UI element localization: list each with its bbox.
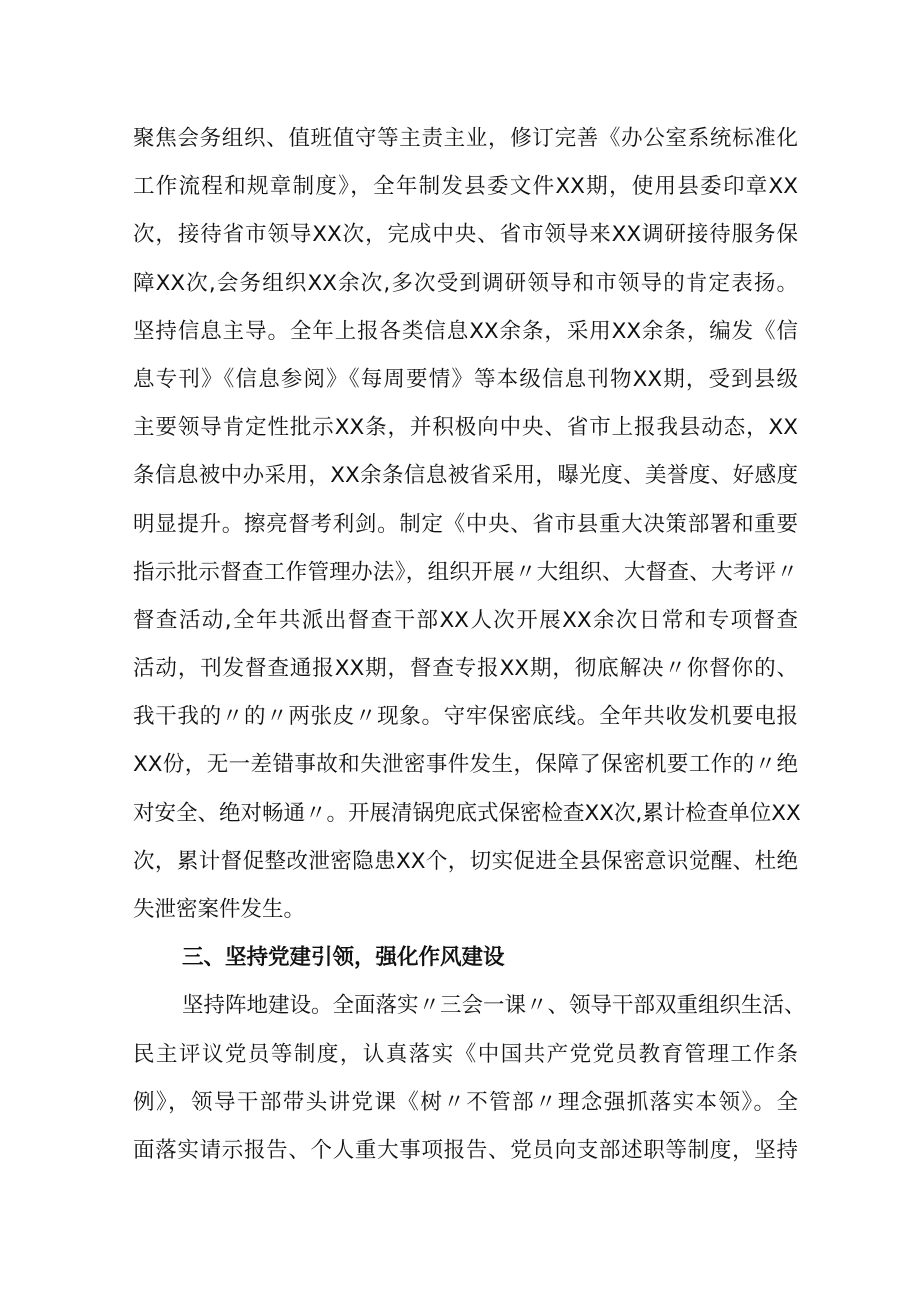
section-heading: 三、坚持党建引领，强化作风建设 <box>182 945 505 971</box>
paragraph-line: 坚持阵地建设。全面落实〃三会一课〃、领导干部双重组织生活、 <box>182 993 806 1019</box>
paragraph-line: 对安全、绝对畅通〃。开展清锅兜底式保密检查XX次,累计检查单位XX <box>133 800 801 826</box>
paragraph-line: XX份，无一差错事故和失泄密事件发生，保障了保密机要工作的〃绝 <box>133 752 798 778</box>
body-text <box>133 115 806 1175</box>
paragraph-line: 障XX次,会务组织XX余次,多次受到调研领导和市领导的肯定表扬。 <box>133 270 798 296</box>
paragraph-line: 失泄密案件发生。 <box>133 897 306 922</box>
paragraph-line: 指示批示督查工作管理办法》，组织开展〃大组织、大督查、大考评〃 <box>133 559 798 585</box>
paragraph-line: 主要领导肯定性批示XX条，并积极向中央、省市上报我县动态，XX <box>133 415 798 441</box>
paragraph-line: 工作流程和规章制度》，全年制发县委文件XX期，使用县委印章XX <box>133 174 798 200</box>
paragraph-line: 督查活动,全年共派出督查干部XX人次开展XX余次日常和专项督查 <box>133 607 798 633</box>
paragraph-line: 聚焦会务组织、值班值守等主责主业，修订完善《办公室系统标准化 <box>133 126 798 151</box>
paragraph-line: 明显提升。擦亮督考利剑。制定《中央、省市县重大决策部署和重要 <box>133 511 798 537</box>
paragraph-line: 我干我的〃的〃两张皮〃现象。守牢保密底线。全年共收发机要电报 <box>133 704 798 730</box>
paragraph-line: 息专刊》《信息参阅》《每周要情》等本级信息刊物XX期，受到县级 <box>133 366 798 392</box>
paragraph-line: 次，累计督促整改泄密隐患XX个，切实促进全县保密意识觉醒、杜绝 <box>133 848 798 874</box>
paragraph-line: 面落实请示报告、个人重大事项报告、党员向支部述职等制度，坚持 <box>133 1137 798 1163</box>
paragraph-line: 坚持信息主导。全年上报各类信息XX余条，采用XX余条，编发《信 <box>133 318 798 344</box>
paragraph-line: 民主评议党员等制度，认真落实《中国共产党党员教育管理工作条 <box>133 1041 798 1067</box>
paragraph-line: 次，接待省市领导XX次，完成中央、省市领导来XX调研接待服务保 <box>133 222 798 248</box>
paragraph-line: 例》，领导干部带头讲党课《树〃不管部〃理念强抓落实本领》。全 <box>133 1089 798 1115</box>
paragraph-line: 活动，刊发督查通报XX期，督查专报XX期，彻底解决〃你督你的、 <box>133 656 798 682</box>
paragraph-line: 条信息被中办采用，XX余条信息被省采用，曝光度、美誉度、好感度 <box>133 463 798 489</box>
